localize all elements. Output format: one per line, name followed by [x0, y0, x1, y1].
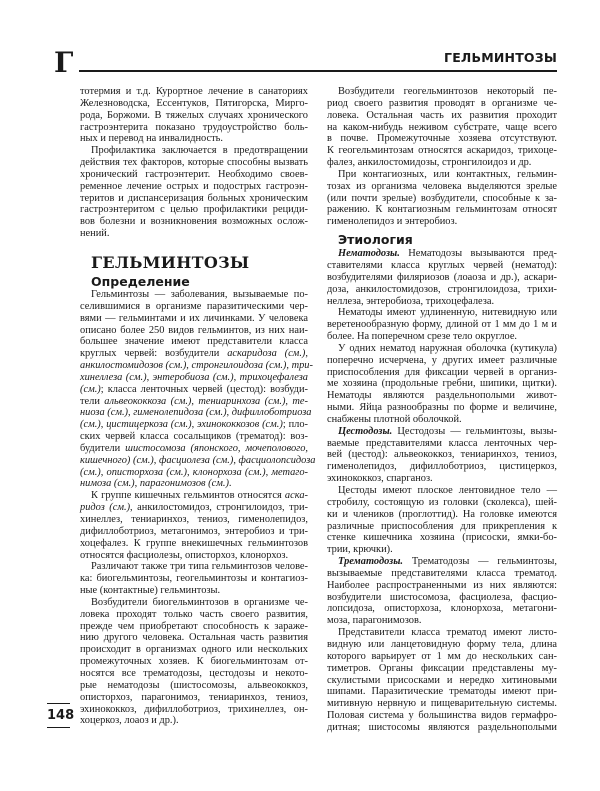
text-line	[80, 360, 313, 372]
text-line	[80, 454, 316, 467]
text-line: хоцефалез. К группе внекишечных гельминтозов	[80, 537, 308, 549]
text-line: селившимися в организме паразитическими чер-	[80, 300, 308, 312]
run-in-heading: Нематодозы.	[338, 248, 400, 260]
paragraph	[327, 169, 557, 228]
cross-reference: парагонимозов (см.)	[139, 478, 229, 490]
paragraph	[327, 556, 557, 627]
text-run: будители	[80, 442, 126, 454]
text-line: различные приспособления для прикрепления к	[327, 520, 557, 532]
text-line: (или почти зрелые) возбудители, способные к за-	[327, 192, 557, 204]
text-line	[80, 490, 308, 502]
text-line: большее значение имеют представители класса	[80, 336, 308, 348]
text-line: возбудители шистосомоза, фасциолеза, фасцио-	[327, 591, 557, 603]
text-line: хинеллез, тениаринхоз, тениоз, гименолепидоз,	[80, 514, 308, 525]
cross-reference: описторхоза (см.)	[106, 466, 187, 478]
text-line: теритов и диспансеризация больных хроническим	[80, 192, 308, 204]
text-line: фалез, анкилостомидозы, стронгилоидоз и др.	[327, 157, 532, 169]
paragraph	[327, 485, 557, 556]
text-line: тозах из организма человека выделяются зрелые	[327, 180, 557, 192]
text-line: в почве. Промежуточные хозяева отсутствуют.	[327, 133, 557, 145]
text-run: ,	[226, 407, 232, 419]
text-run: Трематодозы — гельминтозы,	[403, 556, 557, 568]
cross-reference: нимоза (см.)	[80, 478, 135, 490]
text-line: приспособления для фиксации червей в организ-	[327, 366, 557, 378]
paragraph	[327, 343, 557, 426]
text-line: поперечно исчерчена, у других имеет различные	[327, 354, 557, 366]
text-line: ными. Яйца разнообразны по форме и величине,	[327, 402, 557, 414]
article-title: ГЕЛЬМИНТОЗЫ	[91, 252, 250, 272]
text-line: вов болезни и возникновения возможных ослож-	[80, 216, 308, 228]
cross-reference: гименолепидоза (см.)	[133, 407, 227, 419]
text-run: ; пло-	[282, 419, 308, 431]
text-line: ставителями класса круглых червей (нематод):	[327, 259, 557, 271]
text-run: ,	[233, 454, 239, 466]
text-run: ,	[187, 466, 193, 478]
text-line: тотермия и т.д. Курортное лечение в санаториях	[80, 86, 308, 97]
section-heading: Определение	[91, 273, 190, 289]
text-line: снабжены плотной оболочкой.	[327, 413, 462, 425]
text-line: носятся все трематодозы, цестодозы и некото-	[80, 667, 308, 679]
cross-reference: цистицеркоза (см.)	[106, 419, 192, 431]
text-run: ,	[191, 419, 198, 431]
cross-reference: кишечного) (см.)	[80, 454, 154, 466]
text-line: ка: биогельминтозы, геогельминтозы и контагиоз-	[80, 573, 308, 585]
text-line: на каком-нибудь неживом субстрате, чаще всего	[327, 121, 557, 133]
cross-reference: (см.)	[80, 466, 101, 478]
text-line: прежде чем приобретают способность к зараже-	[80, 620, 308, 632]
page-number: 148	[47, 703, 70, 728]
text-line: Возбудители биогельминтозов в организме че-	[91, 596, 308, 608]
text-line: ных и перевод на инвалидность.	[80, 133, 223, 145]
text-line	[80, 407, 312, 419]
text-line: гастроэнтерита показано трудоустройство боль-	[80, 121, 308, 133]
text-line: стенке кишечника хозяина (присоски, ямки-бо-	[327, 532, 557, 544]
text-line: ременное лечение острых и подострых гастроэн-	[80, 180, 308, 192]
text-run: ,	[153, 454, 159, 466]
text-line: шипами. Паразитические трематоды имеют при-	[327, 686, 557, 698]
cross-reference: фасциолопсидоза	[238, 454, 316, 466]
text-line	[80, 478, 308, 490]
paragraph	[80, 288, 316, 490]
text-run: ; класса ленточных червей (цестод): возбуди-	[100, 383, 308, 395]
text-line: Цестоды имеют плоское лентовидное тело —	[338, 485, 557, 496]
cross-reference: стронгилоидоза (см.)	[191, 360, 287, 372]
text-run: ,	[186, 360, 192, 372]
text-line: моза, парагонимозов.	[327, 615, 422, 627]
text-run: ,	[285, 395, 293, 407]
text-line: эхинококкоз, дифиллоботриоз, трихинеллез, он-	[80, 703, 308, 715]
run-in-heading: Цестодозы.	[338, 425, 393, 437]
text-run: ,	[128, 407, 134, 419]
text-line: ме хозяина (продольные гребни, шипики, щитки).	[327, 378, 557, 390]
text-run: ,	[233, 371, 240, 383]
text-line: Железноводска, Ессентуков, Пятигорска, Мирго-	[80, 97, 308, 109]
text-line: ловека проходят только часть своего развития,	[80, 608, 308, 620]
text-line: вями — гельминтами и их личинками. У человека	[80, 312, 308, 324]
text-run: ,	[191, 395, 199, 407]
paragraph	[80, 145, 308, 240]
text-line: Наиболее распространенными из них являются:	[327, 579, 557, 591]
text-line: неллеза, энтеробиоза, трихоцефалеза.	[327, 295, 495, 307]
text-line	[80, 419, 308, 431]
text-line: ских червей класса сосальщиков (трематод): воз-	[80, 431, 308, 443]
text-line: ки и члеников (проглоттид). На головке имеются	[327, 508, 557, 520]
text-line: лопсидоза, описторхоза, клонорхоза, метагони-	[327, 603, 557, 615]
text-line: видную или ланцетовидную форму тела, длина	[327, 638, 557, 650]
text-run: круглых червей: возбудители	[80, 348, 228, 360]
text-run: ,	[100, 466, 107, 478]
running-title: ГЕЛЬМИНТОЗЫ	[444, 50, 557, 65]
text-line: Половая система у большинства видов гермафро-	[327, 710, 557, 722]
text-line	[80, 467, 308, 479]
text-run: Нематодозы вызываются пред-	[399, 248, 557, 260]
text-line	[80, 384, 308, 396]
section-letter: Г	[54, 46, 74, 79]
text-line: относятся фасциолезы, описторхоз, клонорхоз.	[80, 549, 289, 561]
cross-reference: клонорхоза (см.)	[192, 466, 266, 478]
text-line: хронический гастроэнтерит. Необходимо своев-	[80, 168, 308, 180]
text-line	[327, 556, 557, 568]
text-line: доза, анкилостомидозов, стронгилоидоза, трихи-	[327, 283, 557, 295]
text-line: гименолепидоз и энтеробиоз.	[327, 216, 458, 228]
text-line: Нематоды имеют удлиненную, нитевидную или	[338, 307, 557, 319]
text-run: Цестодозы — гельминтозы, вызы-	[392, 425, 557, 437]
text-line: которого варьирует от 1 мм до нескольких сан-	[327, 650, 557, 662]
text-line: описторхоз, парагонимоз, тениаринхоз, тениоз,	[80, 691, 308, 703]
left-column	[80, 86, 316, 727]
text-line: Представители класса трематод имеют листо-	[338, 627, 557, 639]
text-line: ваемые представителями класса ленточных чер-	[327, 437, 557, 449]
text-line: стробилу, состоящую из головки (сколекса), шей-	[327, 496, 557, 508]
text-run: тели	[80, 395, 105, 407]
text-line	[327, 248, 557, 260]
text-line: дифиллоботриоз, метагонимоз, энтеробиоз и три-	[80, 525, 308, 537]
cross-reference: (см.)	[80, 419, 101, 431]
text-run: ,	[134, 478, 140, 490]
text-line: дитная; шистосомы являются раздельнополыми	[327, 721, 557, 733]
text-line: риод своего развития проводят в организме че-	[327, 97, 557, 109]
paragraph	[327, 627, 557, 734]
text-line: трии, крючки).	[327, 544, 393, 556]
text-line	[80, 372, 308, 384]
text-line: рые нематодозы (шистосомозы, альвеококкоз,	[80, 679, 308, 691]
text-line: более. На поперечном срезе тело округлое.	[327, 331, 518, 343]
text-line: вей (цестод): альвеококкоз, тениаринхоз, тениоз,	[327, 449, 557, 461]
section-heading: Этиология	[338, 232, 413, 248]
text-line: вызываемые представителями класса трематод.	[327, 567, 557, 579]
text-run: ,	[146, 371, 153, 383]
text-line: хоцеркоз, лоаоз и др.).	[80, 715, 179, 727]
text-line	[80, 502, 308, 514]
text-line: ражению. К контагиозным гельминтозам относят	[327, 204, 557, 216]
text-line: веретенообразную форму, длиной от 1 мм до 1 м и	[327, 319, 557, 331]
cross-reference: (см.)	[80, 383, 101, 395]
text-line	[327, 426, 557, 438]
paragraph	[327, 86, 557, 169]
header-rule	[79, 70, 557, 72]
text-line: При контагиозных, или контактных, гельмин-	[338, 168, 557, 180]
paragraph	[80, 86, 308, 145]
cross-reference: метаго-	[271, 466, 309, 478]
text-run: ,	[286, 360, 292, 372]
paragraph	[327, 307, 557, 343]
text-line: происходит в организмах одного или нескольких	[80, 644, 308, 656]
text-run: ,	[100, 419, 107, 431]
cross-reference: дифиллоботриоза	[231, 407, 312, 419]
text-run: К группе кишечных гельминтов относятся	[91, 490, 285, 502]
text-line: митивную нервную и пищеварительную системы.	[327, 698, 557, 710]
text-run: .	[228, 478, 232, 490]
cross-reference: ниоза (см.)	[80, 407, 129, 419]
text-run: , анкилостомидоз, стронгилоидоз, три-	[130, 502, 308, 514]
cross-reference: трихоцефалеза	[239, 371, 308, 383]
text-line	[80, 348, 308, 360]
text-line: нений.	[80, 228, 110, 240]
text-line: действия тех факторов, которые способны вызвать	[80, 157, 308, 169]
cross-reference: аскаридоза (см.)	[227, 348, 306, 360]
cross-reference: хинеллеза (см.)	[80, 371, 147, 383]
text-line: гастроэнтеритом с целью профилактики рециди-	[80, 204, 308, 216]
cross-reference: аска-	[284, 490, 308, 502]
text-line: гименолепидоз, дифиллоботриоз, цистицеркоз,	[327, 461, 557, 473]
text-line: рода, Боржоми. В тяжелых случаях хронического	[80, 109, 308, 121]
text-line: ные (контактные) гельминтозы.	[80, 585, 221, 597]
text-line	[80, 443, 308, 455]
text-line: скулистыми присосками и нередко хитиновыми	[327, 674, 557, 686]
run-in-heading: Трематодозы.	[338, 556, 404, 568]
text-line: нию другого человека. Остальная часть развития	[80, 632, 308, 644]
cross-reference: альвеококкоза (см.)	[104, 395, 192, 407]
text-line: Гельминтозы — заболевания, вызываемые по-	[91, 288, 308, 300]
text-line: Возбудители геогельминтозов некоторый пе-	[338, 86, 557, 97]
text-run: ,	[265, 466, 272, 478]
text-line: Профилактика заключается в предотвращении	[91, 145, 308, 157]
cross-reference: анкилостомидозов (см.)	[80, 360, 187, 372]
text-line: эхинококкоз, спарганоз.	[327, 473, 433, 485]
text-line: тиметров. Органы фиксации представлены му-	[327, 662, 557, 674]
text-line: возбудителями филяриозов (лоаоза и др.), аскари-	[327, 271, 557, 283]
cross-reference: ридоз (см.)	[80, 502, 131, 514]
text-line: Нематоды являются раздельнополыми живот-	[327, 390, 557, 402]
cross-reference: те-	[292, 395, 308, 407]
text-line: описано более 250 видов гельминтов, из них наи-	[80, 324, 308, 336]
cross-reference: тениаринхоза (см.)	[198, 395, 286, 407]
text-line: ловека. Остальная часть их развития проходит	[327, 109, 557, 121]
paragraph	[80, 561, 308, 597]
text-line: промежуточных хозяев. К биогельминтозам от-	[80, 656, 308, 668]
paragraph	[327, 426, 557, 485]
text-line: К геогельминтозам относятся аскаридоз, трихоце-	[327, 145, 557, 157]
paragraph	[327, 248, 557, 307]
cross-reference: три-	[291, 360, 313, 372]
cross-reference: шистосомоза (японского, мочеполового,	[125, 442, 308, 454]
text-run: ,	[305, 348, 308, 360]
cross-reference: эхинококкозов (см.)	[197, 419, 283, 431]
cross-reference: энтеробиоза (см.)	[152, 371, 234, 383]
paragraph	[80, 597, 308, 727]
text-line: Различают также три типа гельминтозов челове-	[91, 561, 308, 573]
text-line	[80, 396, 308, 408]
cross-reference: фасциолеза (см.)	[158, 454, 234, 466]
right-column	[327, 86, 557, 734]
text-line: У одних нематод наружная оболочка (кутикула)	[338, 342, 557, 354]
paragraph	[80, 490, 308, 561]
